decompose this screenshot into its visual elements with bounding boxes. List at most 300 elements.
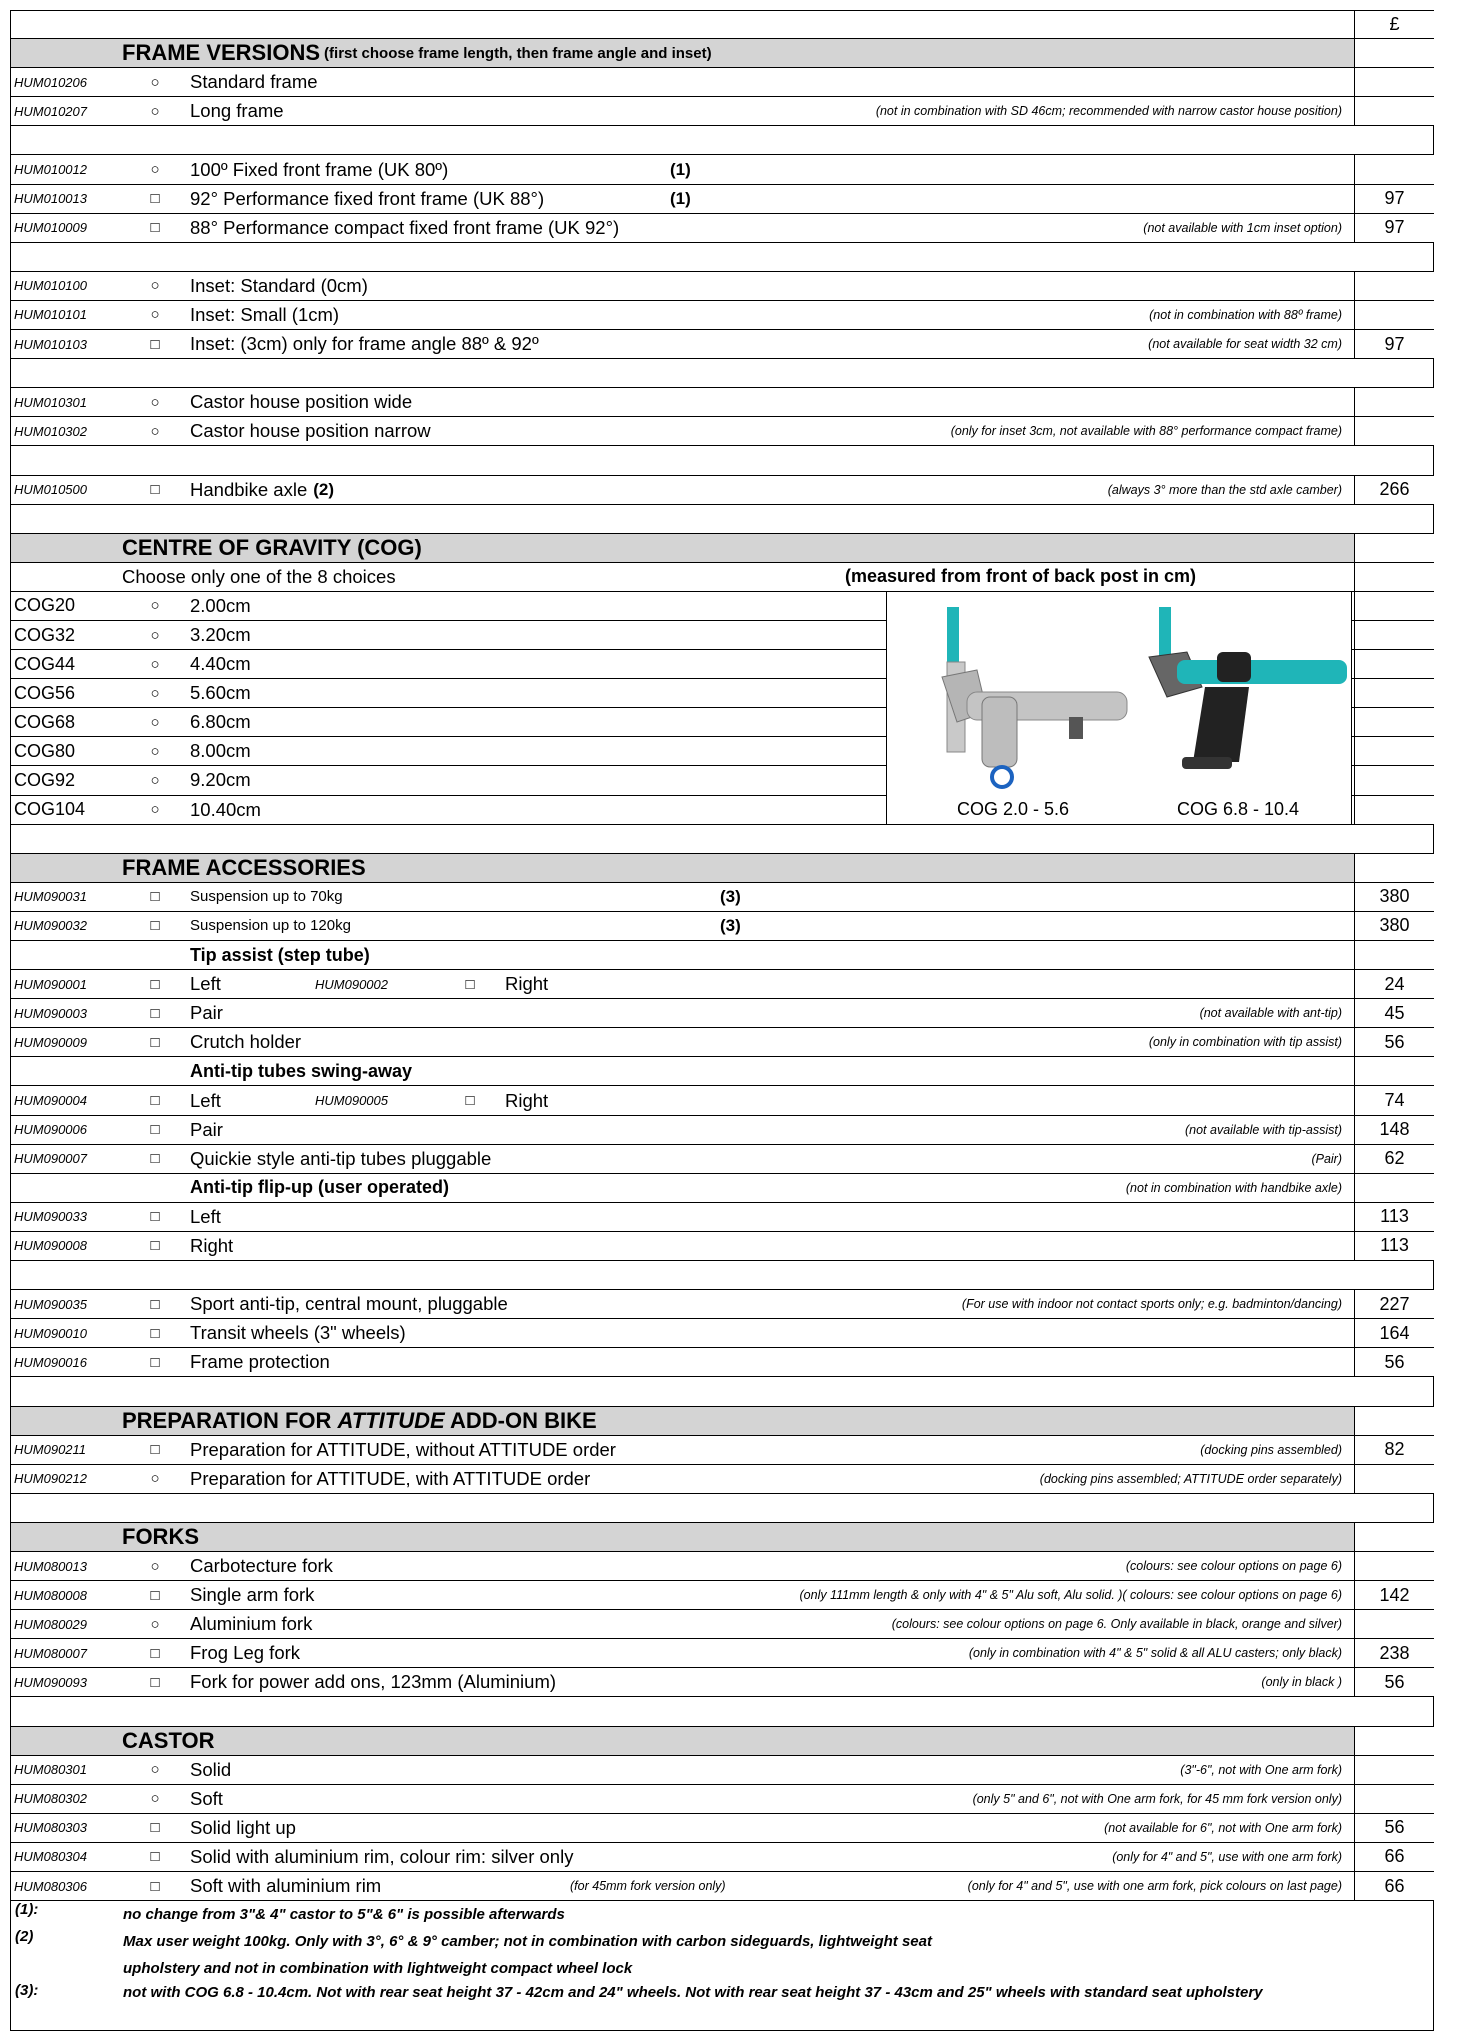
cog-caption-short: COG 2.0 - 5.6 [957, 798, 1070, 819]
option-price: 97 [1354, 330, 1434, 358]
option-label [190, 883, 343, 911]
cog-value: 4.40cm [190, 653, 251, 675]
option-label-text: Inset: Small (1cm) [190, 303, 340, 325]
option-code: HUM010302 [14, 423, 87, 439]
section-title-text: CASTOR [122, 1727, 215, 1753]
checkbox-option[interactable]: □ [150, 1819, 160, 1837]
subheading-row [10, 941, 1434, 970]
option-price: 24 [1354, 970, 1434, 998]
cog-options [10, 592, 1434, 825]
option-price [1354, 68, 1434, 96]
blank-row [10, 1494, 1434, 1523]
option-code: HUM010301 [14, 394, 87, 410]
option-price: 56 [1354, 1668, 1434, 1696]
option-label-text: Single arm fork [190, 1584, 315, 1606]
radio-option[interactable]: ○ [150, 1470, 160, 1488]
checkbox-option[interactable]: □ [150, 1848, 160, 1866]
option-price: 266 [1354, 476, 1434, 504]
section-subtitle: (first choose frame length, then frame angle and inset) [324, 44, 712, 62]
blank-row [10, 1261, 1434, 1290]
checkbox-option[interactable]: □ [150, 1033, 160, 1051]
option-label-text: Left [190, 1089, 221, 1111]
checkbox-option[interactable]: □ [150, 1237, 160, 1255]
option-code: HUM090033 [14, 1209, 87, 1225]
option-note: (colours: see colour options on page 6) [1125, 1559, 1342, 1574]
option-price: 66 [1354, 1872, 1434, 1900]
option-price: 97 [1354, 214, 1434, 242]
checkbox-option[interactable]: □ [150, 1150, 160, 1168]
cog-value: 3.20cm [190, 624, 251, 646]
option-label-text: Left [190, 973, 221, 995]
option-price: 56 [1354, 1814, 1434, 1842]
radio-option[interactable]: ○ [150, 422, 160, 440]
option-code: HUM090031 [14, 889, 87, 905]
footnote-line [11, 1982, 1433, 2030]
option-label [190, 999, 223, 1027]
cog-code: COG80 [14, 740, 76, 761]
option-price [1354, 941, 1434, 969]
option-price: 238 [1354, 1639, 1434, 1667]
option-note: (only in combination with 4" & 5" solid & all ALU casters; only black) [968, 1646, 1342, 1661]
option-code: HUM090035 [14, 1296, 87, 1312]
option-label-text: Crutch holder [190, 1031, 302, 1053]
radio-option[interactable]: ○ [150, 713, 160, 731]
cog-illustration [886, 592, 1352, 824]
option-label-2: Right [505, 973, 549, 995]
cog-choose-text: Choose only one of the 8 choices [122, 565, 396, 587]
option-price [1354, 1610, 1434, 1638]
radio-option[interactable]: ○ [150, 626, 160, 644]
option-label-text: Long frame [190, 100, 284, 122]
option-code: HUM090032 [14, 918, 87, 934]
option-label-text: Transit wheels (3" wheels) [190, 1322, 406, 1344]
option-label [190, 1116, 223, 1144]
option-price: 97 [1354, 185, 1434, 213]
option-label [190, 214, 619, 242]
option-note: (colours: see colour options on page 6. Only available in black, orange and silver) [891, 1617, 1342, 1632]
option-price: 74 [1354, 1086, 1434, 1114]
option-row [10, 388, 1434, 417]
option-code: HUM010101 [14, 307, 87, 323]
option-label [190, 1348, 330, 1376]
option-label [190, 1465, 590, 1493]
option-price [1354, 1756, 1434, 1784]
option-price: 380 [1354, 912, 1434, 940]
option-price [1354, 737, 1434, 765]
option-row [10, 1843, 1434, 1872]
checkbox-option-2[interactable]: □ [465, 975, 475, 993]
section-title-suffix: ADD-ON BIKE [444, 1407, 597, 1433]
radio-option[interactable]: ○ [150, 1761, 160, 1779]
option-note: (always 3° more than the std axle camber) [1107, 482, 1342, 497]
cog-code: COG104 [14, 799, 86, 820]
checkbox-option[interactable]: □ [150, 190, 160, 208]
option-label [190, 1232, 233, 1260]
option-label [190, 417, 431, 445]
option-price [1354, 679, 1434, 707]
option-row [10, 476, 1434, 505]
cog-value: 5.60cm [190, 682, 251, 704]
section-title-text: FRAME ACCESSORIES [122, 854, 366, 880]
option-label-text: Handbike axle [190, 478, 308, 500]
checkbox-option-2[interactable]: □ [465, 1092, 475, 1110]
option-label-text: Standard frame [190, 71, 318, 93]
option-label-text: Frame protection [190, 1351, 330, 1373]
section-title-text: FRAME VERSIONS [122, 40, 321, 66]
option-price [1354, 301, 1434, 329]
option-label-text: Soft with aluminium rim [190, 1875, 382, 1897]
option-price: 45 [1354, 999, 1434, 1027]
option-price [1354, 708, 1434, 736]
radio-option[interactable]: ○ [150, 73, 160, 91]
option-label [190, 1203, 221, 1231]
option-row [10, 1639, 1434, 1668]
option-label [190, 155, 448, 183]
checkbox-option[interactable]: □ [150, 1441, 160, 1459]
option-note: (only in black ) [1261, 1675, 1342, 1690]
option-label [190, 1756, 231, 1784]
option-label [190, 1843, 573, 1871]
radio-option[interactable]: ○ [150, 801, 160, 819]
radio-option[interactable]: ○ [150, 161, 160, 179]
footnote-ref: (1) [670, 159, 691, 179]
subheading: Anti-tip tubes swing-away [190, 1060, 413, 1081]
option-row [10, 970, 1434, 999]
blank-row [10, 359, 1434, 388]
checkbox-option[interactable]: □ [150, 1644, 160, 1662]
cog-code: COG20 [14, 595, 76, 616]
checkbox-option[interactable]: □ [150, 481, 160, 499]
checkbox-option[interactable]: □ [150, 1673, 160, 1691]
cog-code: COG92 [14, 769, 76, 790]
option-row [10, 155, 1434, 184]
option-note: (not available with ant-tip) [1199, 1006, 1342, 1021]
option-price [1354, 155, 1434, 183]
option-code: HUM090009 [14, 1034, 87, 1050]
option-row [10, 1028, 1434, 1057]
footnote-text: no change from 3"& 4" castor to 5"& 6" is possible afterwards [123, 1906, 565, 1924]
option-price [1354, 1057, 1434, 1085]
currency-header-row [10, 10, 1434, 39]
option-row [10, 1756, 1434, 1785]
blank-row [10, 505, 1434, 534]
option-row [10, 1581, 1434, 1610]
option-code: HUM010013 [14, 191, 87, 207]
option-row [10, 1116, 1434, 1145]
option-row [10, 1203, 1434, 1232]
option-row [10, 417, 1434, 446]
option-label [190, 1668, 556, 1696]
option-label-text: Frog Leg fork [190, 1642, 301, 1664]
option-label [190, 1610, 312, 1638]
checkbox-option[interactable]: □ [150, 219, 160, 237]
option-label [190, 330, 539, 358]
option-note: (3"-6", not with One arm fork) [1180, 1762, 1342, 1777]
option-label-text: Aluminium fork [190, 1613, 313, 1635]
option-label [190, 185, 544, 213]
blank-row [10, 1377, 1434, 1406]
option-label-text: Inset: (3cm) only for frame angle 88º & 92º [190, 333, 539, 355]
footnote-key: (2) [15, 1928, 34, 1946]
option-label [190, 272, 368, 300]
option-row [10, 97, 1434, 126]
checkbox-option[interactable]: □ [150, 1877, 160, 1895]
option-code: HUM090008 [14, 1238, 87, 1254]
option-row [10, 1814, 1434, 1843]
option-row [10, 68, 1434, 97]
checkbox-option[interactable]: □ [150, 888, 160, 906]
radio-option[interactable]: ○ [150, 277, 160, 295]
radio-option[interactable]: ○ [150, 655, 160, 673]
option-code: HUM080029 [14, 1616, 87, 1632]
radio-option[interactable]: ○ [150, 1615, 160, 1633]
cog-short-illustration [942, 607, 1127, 787]
cog-value: 2.00cm [190, 594, 251, 616]
section-title-emphasis: ATTITUDE [337, 1407, 445, 1433]
section-title-text: CENTRE OF GRAVITY (COG) [122, 534, 422, 560]
option-code: HUM080303 [14, 1820, 87, 1836]
footnote-text: upholstery and not in combination with lightweight compact wheel lock [123, 1960, 633, 1978]
option-label [190, 970, 221, 998]
checkbox-option[interactable]: □ [150, 1121, 160, 1139]
option-label [190, 1814, 296, 1842]
option-label-text: Solid [190, 1758, 232, 1780]
option-row [10, 1348, 1434, 1377]
section-title-text: FORKS [122, 1523, 199, 1549]
option-code: HUM010103 [14, 336, 87, 352]
option-label-text: Fork for power add ons, 123mm (Aluminium) [190, 1671, 557, 1693]
option-code: HUM080302 [14, 1791, 87, 1807]
section-title [122, 39, 712, 67]
option-price [1354, 1465, 1434, 1493]
footnote-line [11, 1955, 1433, 1982]
footnote-key: (3): [15, 1982, 39, 2000]
option-code: HUM080013 [14, 1558, 87, 1574]
section-title [122, 534, 422, 562]
option-row [10, 330, 1434, 359]
cog-code: COG56 [14, 682, 76, 703]
option-note: (docking pins assembled) [1200, 1442, 1342, 1457]
option-label [190, 1639, 300, 1667]
option-label-text: Suspension up to 120kg [190, 917, 351, 935]
radio-option[interactable]: ○ [150, 306, 160, 324]
option-row [10, 1436, 1434, 1465]
checkbox-option[interactable]: □ [150, 1353, 160, 1371]
option-label [190, 1086, 221, 1114]
option-label-text: Pair [190, 1118, 223, 1140]
option-code: HUM080008 [14, 1587, 87, 1603]
option-mid-note: (for 45mm fork version only) [570, 1879, 726, 1894]
checkbox-option[interactable]: □ [150, 1092, 160, 1110]
cog-long-illustration [1149, 607, 1347, 769]
cog-frame-diagram [887, 592, 1351, 792]
radio-option[interactable]: ○ [150, 393, 160, 411]
option-label [190, 301, 339, 329]
cog-measured-text: (measured from front of back post in cm) [845, 566, 1197, 587]
cog-value: 9.20cm [190, 769, 251, 791]
subheading-row [10, 1174, 1434, 1203]
radio-option[interactable]: ○ [150, 102, 160, 120]
checkbox-option[interactable]: □ [150, 1324, 160, 1342]
option-code: HUM090016 [14, 1354, 87, 1370]
option-note: (docking pins assembled; ATTITUDE order separately) [1039, 1471, 1342, 1486]
option-note: (not in combination with 88º frame) [1149, 307, 1342, 322]
option-code: HUM010206 [14, 74, 87, 90]
checkbox-option[interactable]: □ [150, 1586, 160, 1604]
option-label [190, 476, 334, 504]
option-note: (not available with 1cm inset option) [1143, 220, 1342, 235]
option-code: HUM090212 [14, 1471, 87, 1487]
option-label-text: Pair [190, 1002, 223, 1024]
subheading: Tip assist (step tube) [190, 944, 370, 965]
option-row [10, 1319, 1434, 1348]
option-row [10, 912, 1434, 941]
option-row [10, 1872, 1434, 1901]
option-label-text: Suspension up to 70kg [190, 888, 343, 906]
frame-accessories-section [10, 854, 1434, 1407]
currency-symbol: £ [1354, 11, 1434, 38]
order-form-sheet [10, 10, 1434, 2031]
option-price: 56 [1354, 1028, 1434, 1056]
footnote-key: (1): [15, 1901, 39, 1919]
option-code: HUM010009 [14, 220, 87, 236]
option-label-text: Left [190, 1205, 221, 1227]
option-note: (only for inset 3cm, not available with 88° performance compact frame) [950, 424, 1342, 439]
footnote-line [11, 1928, 1433, 1955]
option-price [1354, 1174, 1434, 1202]
blank-row [10, 243, 1434, 272]
footnote-ref: (2) [313, 479, 335, 499]
option-code: HUM090003 [14, 1005, 87, 1021]
option-note: (only for 4" and 5", use with one arm fork, pick colours on last page) [967, 1879, 1342, 1894]
option-note: (not in combination with SD 46cm; recommended with narrow castor house position) [875, 104, 1342, 119]
cog-code: COG68 [14, 711, 76, 732]
cog-value: 6.80cm [190, 711, 251, 733]
option-code: HUM090093 [14, 1674, 87, 1690]
option-row [10, 301, 1434, 330]
option-note: (only 111mm length & only with 4" & 5" Alu soft, Alu solid. )( colours: see colour options on page 6) [799, 1588, 1342, 1603]
option-price [1354, 621, 1434, 649]
option-price [1354, 796, 1434, 824]
section-header [10, 1727, 1434, 1756]
option-label [190, 388, 412, 416]
option-code: HUM080007 [14, 1645, 87, 1661]
option-price [1354, 417, 1434, 445]
section-header [10, 854, 1434, 883]
cog-value: 8.00cm [190, 740, 251, 762]
radio-option[interactable]: ○ [150, 597, 160, 615]
option-code-2: HUM090002 [315, 976, 388, 992]
option-label [190, 1028, 301, 1056]
cog-section [10, 534, 1434, 854]
option-row [10, 1668, 1434, 1697]
footnote-ref: (3) [720, 886, 741, 906]
option-code: HUM080301 [14, 1762, 87, 1778]
option-code: HUM080306 [14, 1878, 87, 1894]
option-code: HUM090001 [14, 976, 87, 992]
option-label [190, 1319, 406, 1347]
option-row [10, 1785, 1434, 1814]
option-label [190, 1581, 314, 1609]
option-note: (For use with indoor not contact sports only; e.g. badminton/dancing) [961, 1297, 1342, 1312]
option-price [1354, 272, 1434, 300]
option-label-text: 92° Performance fixed front frame (UK 88°) [190, 187, 545, 209]
forks-section [10, 1523, 1434, 1727]
section-title [122, 1407, 597, 1435]
radio-option[interactable]: ○ [150, 1557, 160, 1575]
option-price: 148 [1354, 1116, 1434, 1144]
option-row [10, 1610, 1434, 1639]
option-price [1354, 1785, 1434, 1813]
option-price [1354, 766, 1434, 794]
option-label [190, 912, 351, 940]
option-code-2: HUM090005 [315, 1093, 388, 1109]
checkbox-option[interactable]: □ [150, 1004, 160, 1022]
option-label [190, 1145, 491, 1173]
checkbox-option[interactable]: □ [150, 917, 160, 935]
radio-option[interactable]: ○ [150, 742, 160, 760]
option-code: HUM010500 [14, 482, 87, 498]
section-title-text: PREPARATION FOR [122, 1407, 338, 1433]
option-price: 142 [1354, 1581, 1434, 1609]
option-label-text: Quickie style anti-tip tubes pluggable [190, 1147, 492, 1169]
footnote-text: not with COG 6.8 - 10.4cm. Not with rear seat height 37 - 42cm and 24" wheels. Not with rear seat height 37 - 43cm and 25" wheels with standard seat upholstery [123, 1984, 1263, 2002]
option-code: HUM010100 [14, 278, 87, 294]
option-price [1354, 388, 1434, 416]
option-price: 66 [1354, 1843, 1434, 1871]
frame-versions-section [10, 39, 1434, 534]
option-label-text: Solid with aluminium rim, colour rim: silver only [190, 1845, 574, 1867]
option-label-2: Right [505, 1089, 549, 1111]
option-code: HUM090006 [14, 1122, 87, 1138]
checkbox-option[interactable]: □ [150, 1208, 160, 1226]
section-header [10, 534, 1434, 563]
option-label-text: Preparation for ATTITUDE, without ATTITUDE order [190, 1438, 616, 1460]
option-label [190, 97, 284, 125]
option-label [190, 1872, 381, 1900]
cog-code: COG32 [14, 624, 76, 645]
radio-option[interactable]: ○ [150, 684, 160, 702]
option-price [1354, 650, 1434, 678]
option-code: HUM090007 [14, 1151, 87, 1167]
option-row [10, 1290, 1434, 1319]
option-code: HUM090010 [14, 1325, 87, 1341]
option-price: 227 [1354, 1290, 1434, 1318]
option-row [10, 1086, 1434, 1115]
option-note: (only 5" and 6", not with One arm fork, for 45 mm fork version only) [972, 1791, 1342, 1806]
option-note: (Pair) [1311, 1151, 1342, 1166]
blank-row [10, 446, 1434, 475]
option-row [10, 1465, 1434, 1494]
radio-option[interactable]: ○ [150, 771, 160, 789]
option-price: 113 [1354, 1203, 1434, 1231]
option-row [10, 214, 1434, 243]
option-code: HUM090211 [14, 1442, 87, 1458]
radio-option[interactable]: ○ [150, 1790, 160, 1808]
option-note: (only for 4" and 5", use with one arm fork) [1112, 1849, 1342, 1864]
cog-code: COG44 [14, 653, 76, 674]
option-code: HUM080304 [14, 1849, 87, 1865]
checkbox-option[interactable]: □ [150, 335, 160, 353]
option-price [1354, 592, 1434, 620]
option-row [10, 883, 1434, 912]
subheading: Anti-tip flip-up (user operated) [190, 1177, 449, 1198]
checkbox-option[interactable]: □ [150, 1295, 160, 1313]
checkbox-option[interactable]: □ [150, 975, 160, 993]
blank-row [10, 825, 1434, 854]
option-label-text: Inset: Standard (0cm) [190, 274, 368, 296]
option-note: (not available for seat width 32 cm) [1148, 337, 1342, 352]
